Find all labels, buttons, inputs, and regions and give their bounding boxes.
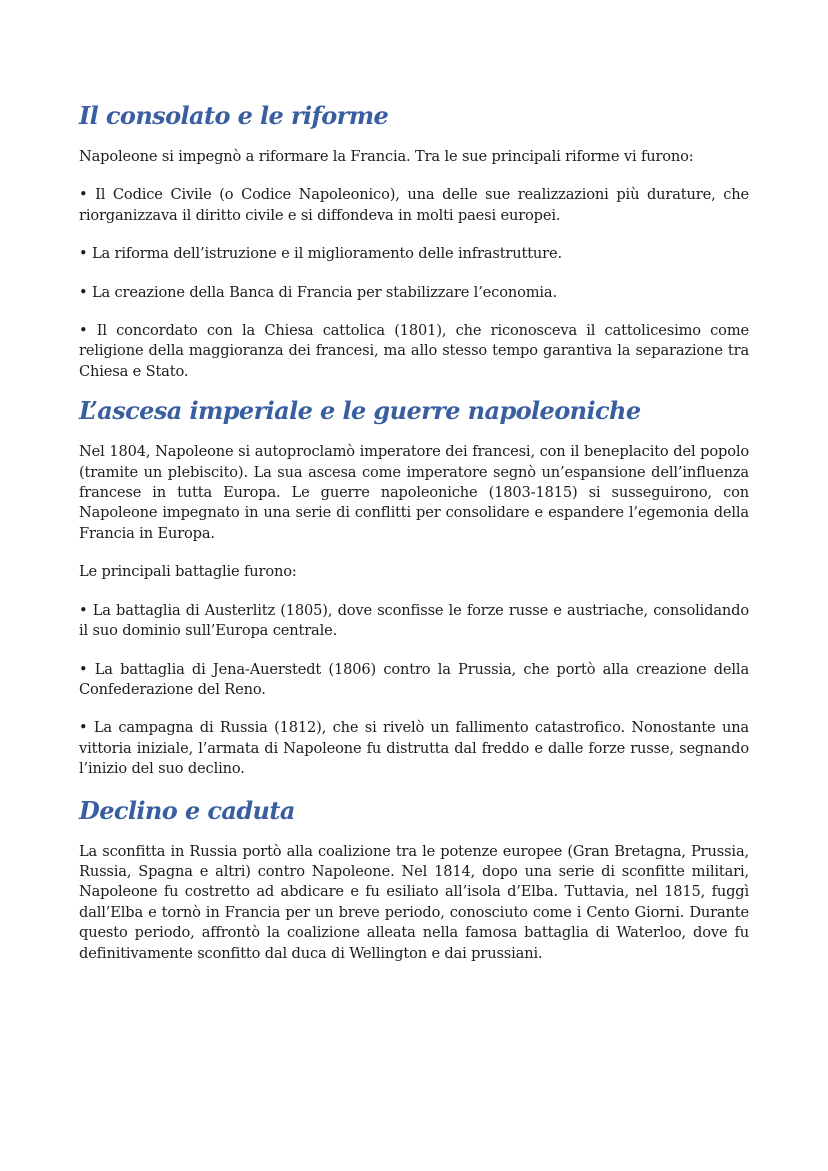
paragraph-sconfitta-russia: La sconfitta in Russia portò alla coalizione tra le potenze europee (Gran Bretagna, Prussia, Russia, Spagna e altri) contro Napoleone. Nel 1814, dopo una serie di sconfitte militari, Napoleone fu costretto ad abdicare e fu esiliato all’isola d’Elba. Tuttavia, nel 1815, fuggì dall’Elba e tornò in Francia per un breve periodo, conosciuto come i Cento Giorni. Durante questo periodo, affrontò la coalizione alleata nella famosa battaglia di Waterloo, dove fu definitivamente sconfitto dal duca di Wellington e dai prussiani.	[79, 842, 749, 962]
bullet-istruzione: • La riforma dell’istruzione e il miglioramento delle infrastrutture.	[79, 245, 562, 263]
paragraph-intro-riforme: Napoleone si impegnò a riformare la Francia. Tra le sue principali riforme vi furono:	[79, 148, 694, 165]
bullet-codice-civile: • Il Codice Civile (o Codice Napoleonico), una delle sue realizzazioni più durature, che riorganizzava il diritto civile e si diffondeva in molti paesi europei.	[79, 186, 749, 224]
paragraph-principali-battaglie: Le principali battaglie furono:	[79, 563, 297, 581]
heading-declino: Declino e caduta	[79, 795, 295, 825]
section-declino	[79, 795, 749, 964]
section-consolato	[79, 100, 749, 382]
document-page	[79, 92, 749, 964]
paragraph-1804: Nel 1804, Napoleone si autoproclamò imperatore dei francesi, con il beneplacito del popolo (tramite un plebiscito). La sua ascesa come imperatore segnò un’espansione dell’influenza francese in tutta Europa. Le guerre napoleoniche (1803-1815) si susseguirono, con Napoleone impegnato in una serie di conflitti per consolidare e espandere l’egemonia della Francia in Europa.	[79, 443, 749, 542]
heading-ascesa-imperiale: L’ascesa imperiale e le guerre napoleoniche	[79, 396, 641, 426]
bullet-banca-francia: • La creazione della Banca di Francia per stabilizzare l’economia.	[79, 283, 557, 301]
heading-consolato: Il consolato e le riforme	[79, 101, 389, 130]
bullet-jena-auerstedt: • La battaglia di Jena-Auerstedt (1806) contro la Prussia, che portò alla creazione della Confederazione del Reno.	[79, 660, 749, 698]
bullet-austerlitz: • La battaglia di Austerlitz (1805), dove sconfisse le forze russe e austriache, consolidando il suo dominio sull’Europa centrale.	[79, 601, 749, 640]
bullet-concordato: • Il concordato con la Chiesa cattolica (1801), che riconosceva il cattolicesimo come religione della maggioranza dei francesi, ma allo stesso tempo garantiva la separazione tra Chiesa e Stato.	[79, 322, 749, 380]
bullet-campagna-russia: • La campagna di Russia (1812), che si rivelò un fallimento catastrofico. Nonostante una vittoria iniziale, l’armata di Napoleone fu distrutta dal freddo e dalle forze russe, segnando l’inizio del suo declino.	[79, 719, 749, 778]
section-ascesa-imperiale	[79, 395, 749, 779]
